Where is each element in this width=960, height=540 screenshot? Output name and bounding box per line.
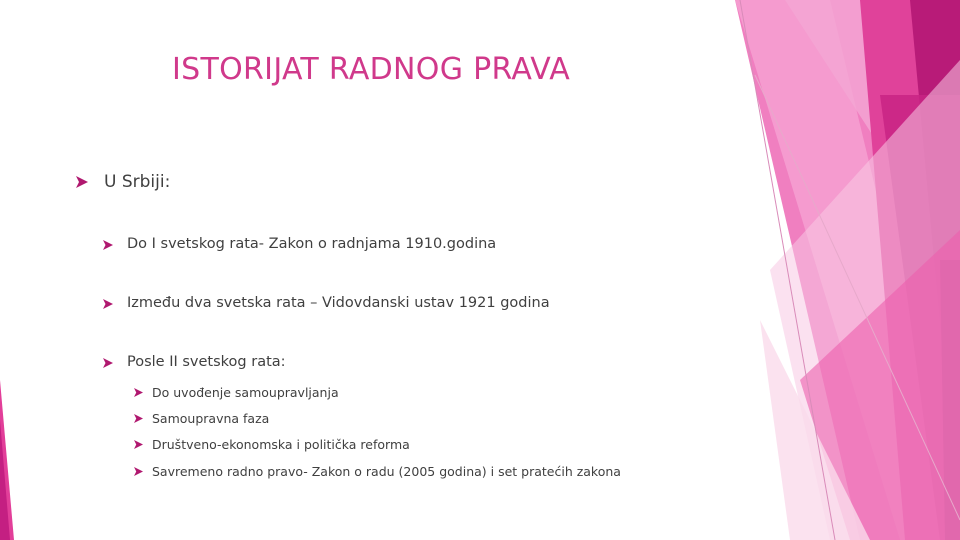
arrowhead-bullet-icon: [103, 358, 113, 368]
bullet-u-srbiji: [76, 172, 170, 192]
bullet-do-uvodjenja-samoupravljanja: [134, 385, 339, 400]
bullet-text: Do I svetskog rata- Zakon o radnjama 1910.godina: [127, 236, 497, 252]
arrowhead-bullet-icon: [134, 440, 143, 449]
bullet-text: Savremeno radno pravo- Zakon o radu (2005 godina) i set pratećih zakona: [152, 464, 621, 479]
decorative-facets-left: [0, 0, 20, 540]
bullet-posle-ii-svetskog-rata: [103, 354, 286, 371]
bullet-text: Između dva svetska rata – Vidovdanski ustav 1921 godina: [127, 295, 550, 311]
bullet-text: Društveno-ekonomska i politička reforma: [152, 437, 410, 452]
slide-title: ISTORIJAT RADNOG PRAVA: [172, 52, 571, 87]
bullet-savremeno-radno-pravo: [134, 464, 621, 479]
arrowhead-bullet-icon: [103, 240, 113, 250]
arrowhead-bullet-icon: [76, 176, 88, 188]
bullet-izmedju-dva-rata: [103, 295, 550, 312]
arrowhead-bullet-icon: [134, 467, 143, 476]
arrowhead-bullet-icon: [134, 414, 143, 423]
bullet-do-i-svetskog-rata: [103, 236, 496, 253]
bullet-text: Samoupravna faza: [152, 411, 270, 426]
arrowhead-bullet-icon: [134, 388, 143, 397]
bullet-text: U Srbiji:: [104, 172, 171, 192]
bullet-text: Posle II svetskog rata:: [127, 354, 286, 370]
arrowhead-bullet-icon: [103, 299, 113, 309]
bullet-samoupravna-faza: [134, 411, 269, 426]
bullet-drustveno-ekonomska-reforma: [134, 437, 410, 452]
bullet-text: Do uvođenje samoupravljanja: [152, 385, 339, 400]
